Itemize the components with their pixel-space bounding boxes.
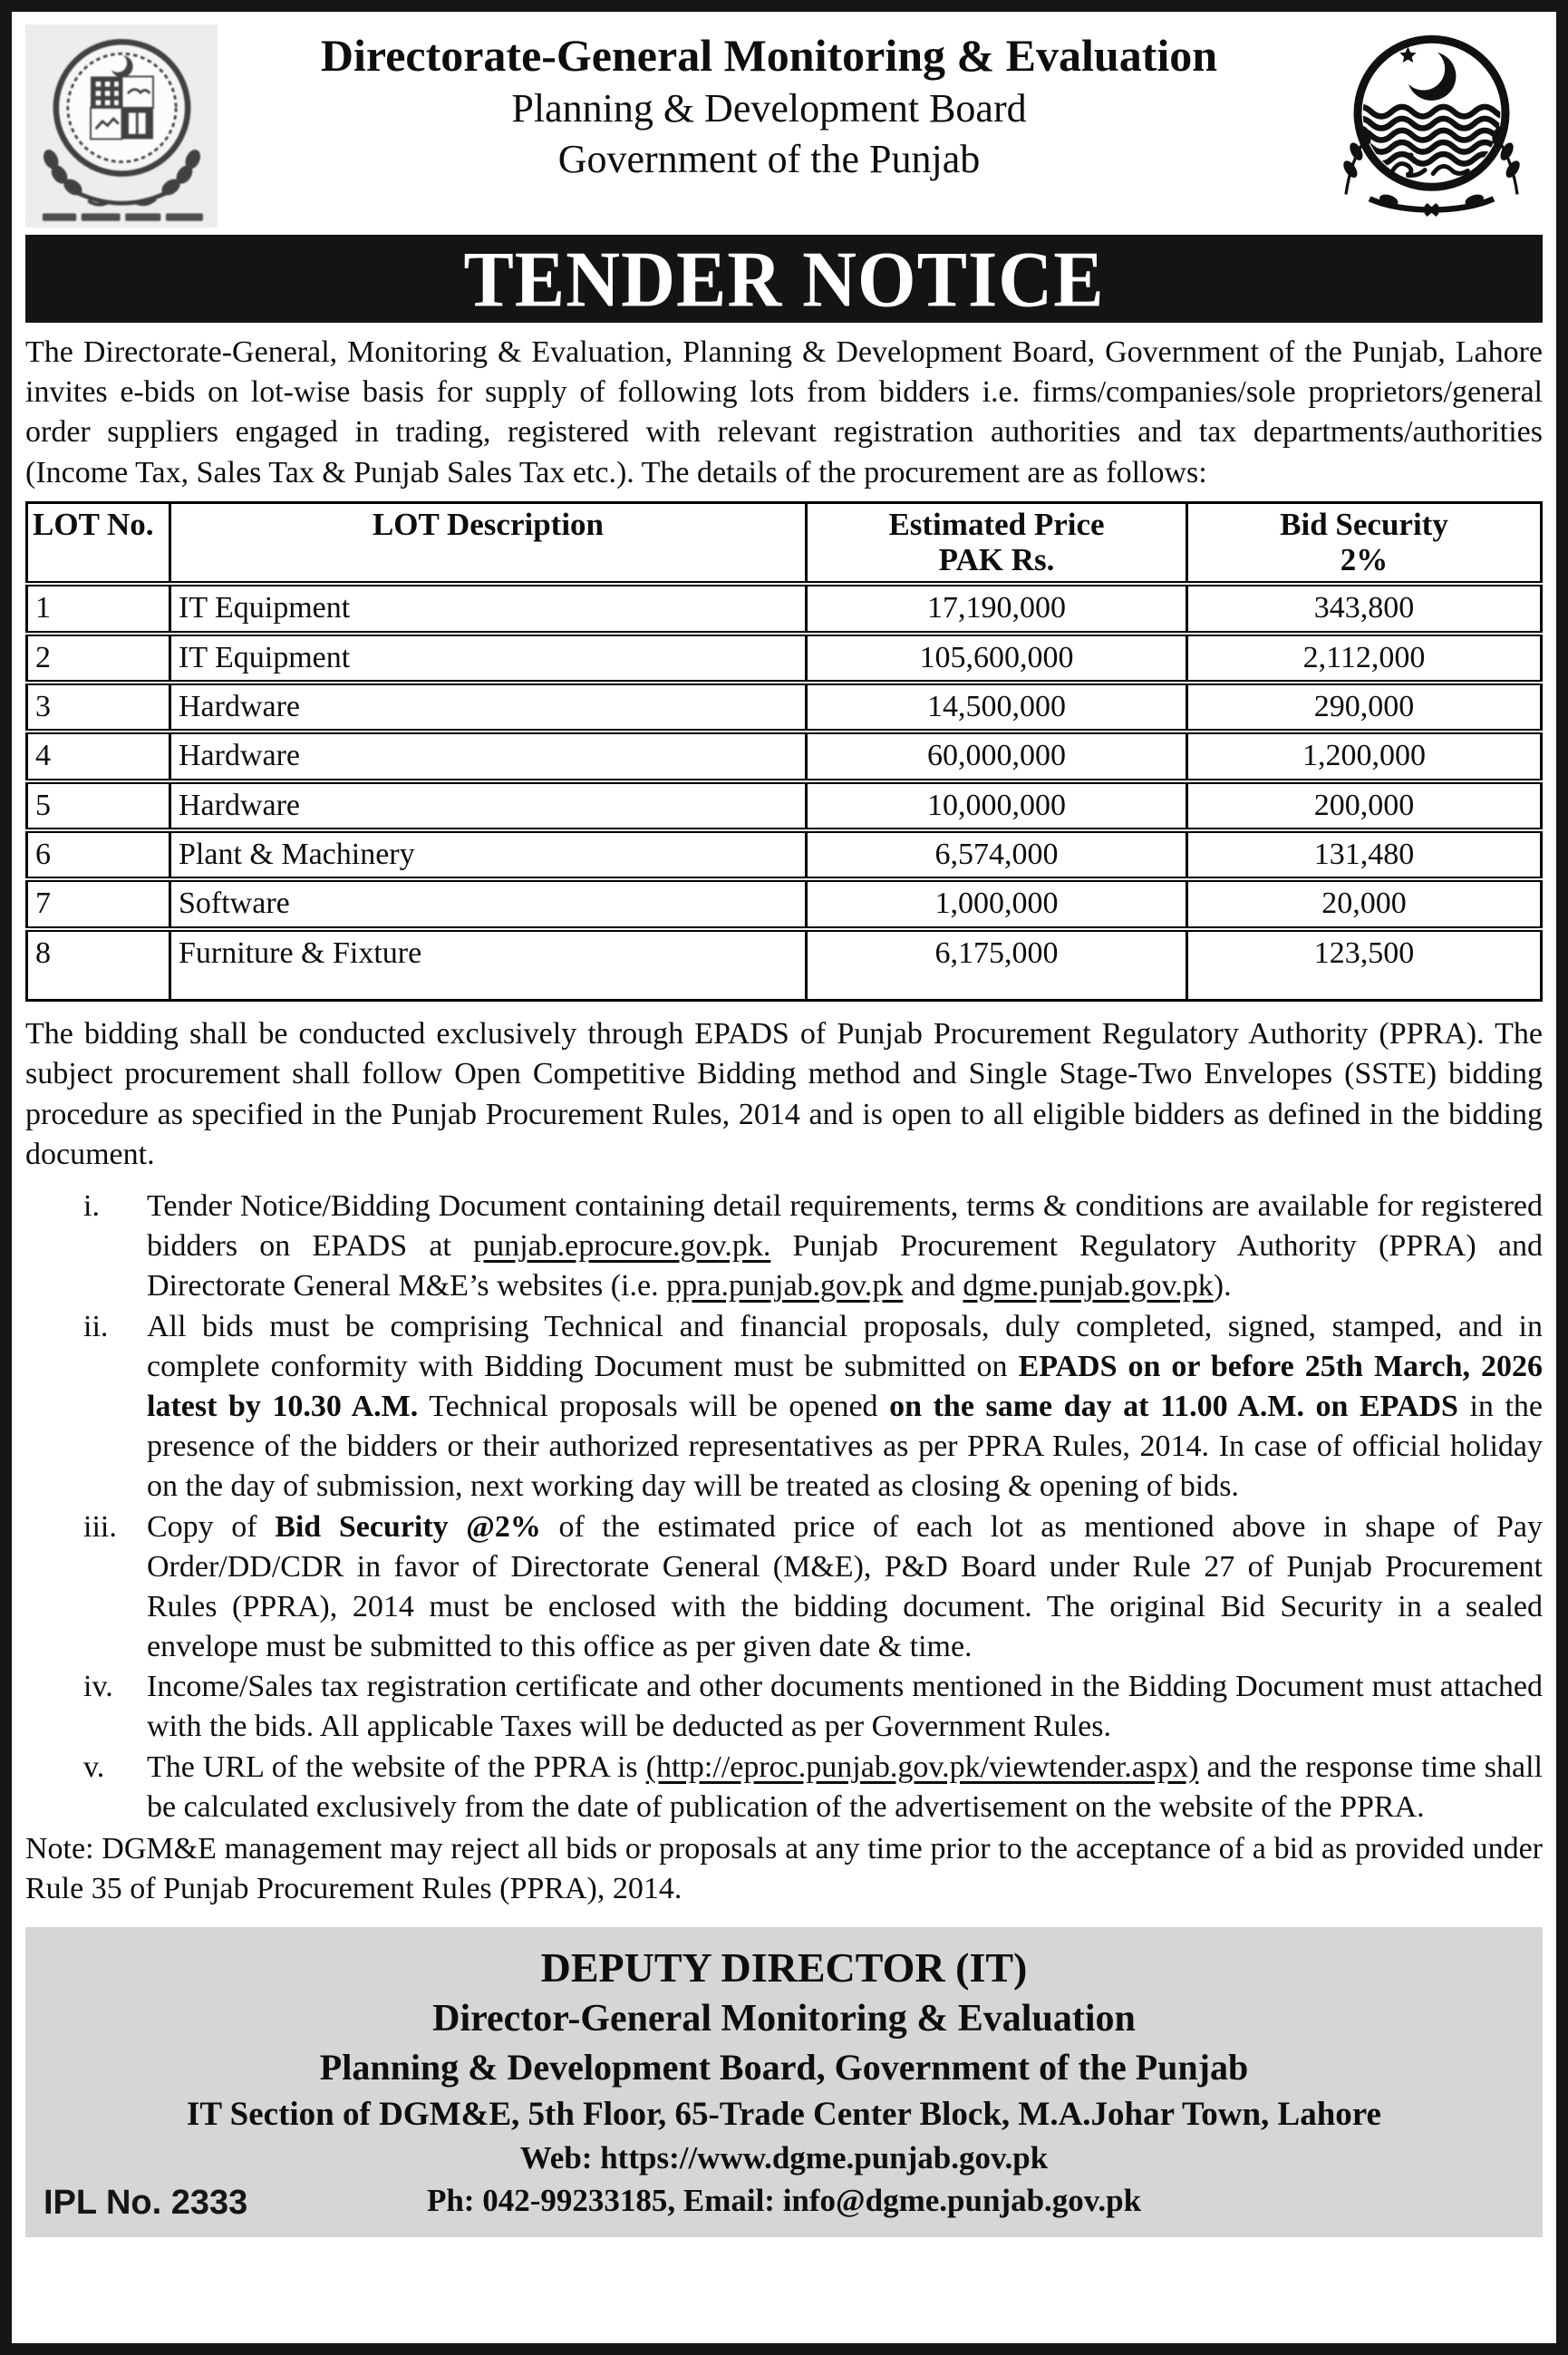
lot-no: 4 — [27, 732, 170, 780]
bid-security: 200,000 — [1187, 781, 1542, 830]
bid-security: 123,500 — [1187, 929, 1542, 1001]
footer-website: Web: https://www.dgme.punjab.gov.pk — [519, 2140, 1049, 2176]
estimated-price: 6,175,000 — [807, 929, 1187, 1001]
col-header-price-line2: PAK Rs. — [938, 541, 1055, 577]
text-run: Income/Sales tax registration certificate and other documents mentioned in the Bidding Document must attached with the bids. All applicable Taxes will be deducted as per Government Rules. — [147, 1670, 1543, 1744]
text-run: All bids must be comprising Technical and financial proposals, duly completed, signed, stamped, and in complete conformity with Bidding Document must be submitted on — [147, 1309, 1543, 1383]
ipl-number: IPL No. 2333 — [44, 2184, 248, 2223]
org-subtitle-board: Planning & Development Board — [511, 86, 1027, 131]
right-logo — [1321, 24, 1543, 228]
text-run: and the response time shall be calculated exclusively from the date of publication of the advertisement on the website of the PPRA. — [147, 1749, 1543, 1824]
list-item — [25, 1187, 1543, 1307]
col-header-description: LOT Description — [170, 502, 807, 584]
text-run: Bid Security @2% — [275, 1509, 541, 1544]
bid-security: 20,000 — [1187, 879, 1542, 928]
estimated-price: 10,000,000 — [807, 781, 1187, 830]
bid-security: 131,480 — [1187, 830, 1542, 879]
text-run: The URL of the website of the PPRA is — [147, 1749, 646, 1784]
table-row — [27, 683, 1542, 732]
lot-no: 8 — [27, 929, 170, 1001]
lot-no: 7 — [27, 879, 170, 928]
org-subtitle-government: Government of the Punjab — [557, 137, 981, 182]
inline-link[interactable]: dgme.punjab.gov.pk — [963, 1269, 1214, 1303]
list-item-numeral: ii. — [83, 1309, 109, 1343]
estimated-price: 17,190,000 — [807, 584, 1187, 633]
inline-link[interactable]: punjab.eprocure.gov.pk. — [473, 1229, 771, 1264]
footer-board: Planning & Development Board, Government of the Punjab — [319, 2047, 1249, 2088]
text-run: Copy of — [147, 1509, 276, 1544]
text-run: Tender Notice/Bidding Document containing detail requirements, terms & conditions are available for registered bidders on EPADS at — [147, 1189, 1543, 1264]
footer-address: IT Section of DGM&E, 5th Floor, 65-Trade Center Block, M.A.Johar Town, Lahore — [187, 2096, 1381, 2134]
bidding-method-paragraph: The bidding shall be conducted exclusively through EPADS of Punjab Procurement Regulatory Authority (PPRA). The subject procurement shall follow Open Competitive Bidding method and Single Stage-Two Envelopes (SSTE) bidding procedure as specified in the Punjab Procurement Rules, 2014 and is open to all eligible bidders as defined in the bidding document. — [25, 1017, 1543, 1171]
col-header-security-line2: 2% — [1340, 541, 1389, 577]
punjab-government-crest-icon — [1321, 24, 1543, 224]
footer-phone-email: Ph: 042-99233185, Email: info@dgme.punjab.gov.pk — [426, 2183, 1142, 2219]
intro-paragraph: The Directorate-General, Monitoring & Evaluation, Planning & Development Board, Government of the Punjab, Lahore invites e-bids on lot-wise basis for supply of following lots from bidders i.e. firms/companies/sole proprietors/general order suppliers engaged in trading, registered with relevant registration authorities and tax departments/authorities (Income Tax, Sales Tax & Punjab Sales Tax etc.). The details of the procurement are as follows: — [25, 335, 1543, 489]
list-item — [25, 1507, 1543, 1668]
estimated-price: 14,500,000 — [807, 683, 1187, 732]
lot-description: Software — [170, 879, 807, 928]
list-item-numeral: iv. — [83, 1670, 113, 1704]
footer-designation: DEPUTY DIRECTOR (IT) — [540, 1944, 1028, 1992]
text-run: in the presence of the bidders or their authorized representatives as per PPRA Rules, 2014. In case of official holiday on the day of submission, next working day will be treated as closing & opening of bids. — [147, 1389, 1544, 1504]
bid-security: 1,200,000 — [1187, 732, 1542, 780]
col-header-security — [1187, 502, 1542, 584]
estimated-price: 1,000,000 — [807, 879, 1187, 928]
col-header-security-line1: Bid Security — [1280, 506, 1448, 542]
table-header-row — [27, 502, 1542, 584]
lot-description: IT Equipment — [170, 634, 807, 683]
signature-footer-box — [25, 1927, 1543, 2237]
list-item — [25, 1667, 1543, 1747]
table-row — [27, 732, 1542, 780]
list-item-text — [147, 1748, 1543, 1827]
text-run: EPADS on or before 25th March, 2026 latest by 10.30 A.M. — [147, 1349, 1544, 1423]
inline-link[interactable]: ppra.punjab.gov.pk — [666, 1269, 904, 1303]
text-run: Technical proposals will be opened — [418, 1389, 890, 1423]
bid-security: 2,112,000 — [1187, 634, 1542, 683]
lot-description: Furniture & Fixture — [170, 929, 807, 1001]
list-item — [25, 1748, 1543, 1827]
lot-no: 1 — [27, 584, 170, 633]
text-run: on the same day at 11.00 A.M. on EPADS — [889, 1389, 1458, 1423]
bid-security: 343,800 — [1187, 584, 1542, 633]
list-item-numeral: i. — [83, 1189, 100, 1223]
tender-notice-title: TENDER NOTICE — [463, 234, 1105, 324]
list-item-text — [147, 1187, 1543, 1307]
list-item-numeral: iii. — [83, 1509, 117, 1544]
lot-description: Hardware — [170, 732, 807, 780]
tender-notice-banner — [25, 235, 1543, 323]
text-run: Punjab Procurement Regulatory Authority (PPRA) and Directorate General M&E’s websites (i.e. — [147, 1229, 1543, 1303]
lot-no: 3 — [27, 683, 170, 732]
footer-directorate: Director-General Monitoring & Evaluation — [432, 1998, 1136, 2040]
estimated-price: 6,574,000 — [807, 830, 1187, 879]
list-item-text — [147, 1667, 1543, 1747]
inline-link[interactable]: (http://eproc.punjab.gov.pk/viewtender.aspx) — [645, 1749, 1199, 1784]
text-run: of the estimated price of each lot as mentioned above in shape of Pay Order/DD/CDR in favor of Directorate General (M&E), P&D Board under Rule 27 of Punjab Procurement Rules (PPRA), 2014 must be enclosed with the bidding document. The original Bid Security in a sealed envelope must be submitted to this office as per given date & time. — [147, 1509, 1543, 1664]
header-titles — [218, 24, 1321, 186]
left-logo — [25, 24, 218, 228]
col-header-price-line1: Estimated Price — [888, 506, 1105, 542]
lot-description: Hardware — [170, 683, 807, 732]
list-item-text — [147, 1507, 1543, 1668]
list-item-text — [147, 1307, 1543, 1507]
lot-description: Plant & Machinery — [170, 830, 807, 879]
list-item — [25, 1307, 1543, 1507]
estimated-price: 105,600,000 — [807, 634, 1187, 683]
table-row — [27, 830, 1542, 879]
header — [25, 24, 1543, 228]
org-title: Directorate-General Monitoring & Evaluation — [320, 30, 1218, 81]
text-run: ). — [1213, 1269, 1232, 1303]
note-paragraph: Note: DGM&E management may reject all bids or proposals at any time prior to the acceptance of a bid as provided under Rule 35 of Punjab Procurement Rules (PPRA), 2014. — [25, 1832, 1543, 1906]
text-run: and — [903, 1269, 963, 1303]
lot-description: Hardware — [170, 781, 807, 830]
list-item-numeral: v. — [83, 1749, 105, 1784]
table-row — [27, 634, 1542, 683]
table-row — [27, 929, 1542, 1001]
estimated-price: 60,000,000 — [807, 732, 1187, 780]
table-row — [27, 879, 1542, 928]
lots-table — [25, 501, 1543, 1003]
table-row — [27, 584, 1542, 633]
conditions-list — [25, 1187, 1543, 1827]
lot-no: 6 — [27, 830, 170, 879]
lot-no: 5 — [27, 781, 170, 830]
lot-no: 2 — [27, 634, 170, 683]
col-header-price — [807, 502, 1187, 584]
col-header-lot-no: LOT No. — [27, 502, 170, 584]
lot-description: IT Equipment — [170, 584, 807, 633]
bid-security: 290,000 — [1187, 683, 1542, 732]
table-row — [27, 781, 1542, 830]
dgme-emblem-icon — [29, 24, 215, 226]
